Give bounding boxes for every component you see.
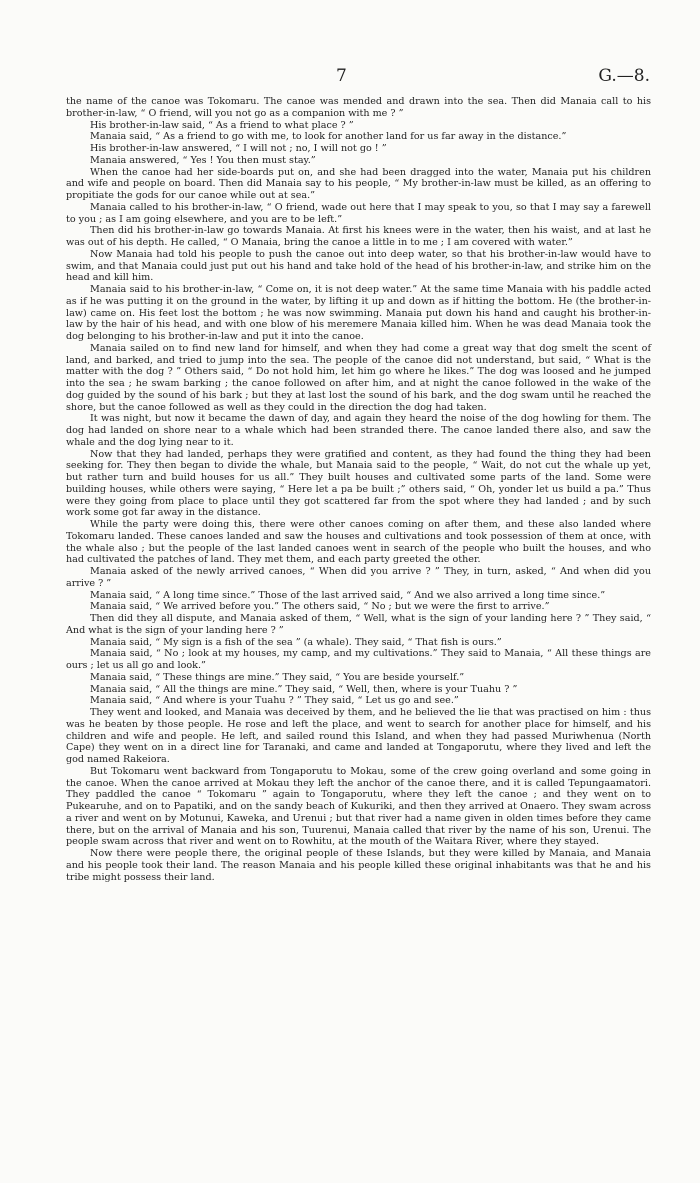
paragraph: Manaia said, “ And where is your Tuahu ? ” They said, “ Let us go and see.”	[90, 695, 459, 707]
paragraph: They went and looked, and Manaia was deceived by them, and he believed the lie that was practised on him : thus was he beaten by those people. He rose and left the place, and went to search for another place for himself, and his children and wife and people. He left, and sailed round this Island, and when they had passed Muriwhenua (North Cape) they went on in a direct line for Taranaki, and came and landed at Tongaporutu, where they lived and left the god named Rakeiora.	[66, 707, 651, 765]
paragraph: Manaia answered, “ Yes ! You then must stay.”	[90, 154, 316, 166]
paragraph: His brother-in-law said, “ As a friend to what place ? ”	[90, 119, 354, 131]
paragraph: Manaia said, “ No ; look at my houses, my camp, and my cultivations.” They said to Manaia, “ All these things are ours ; let us all go and look.”	[66, 648, 651, 671]
paragraph: His brother-in-law answered, “ I will not ; no, I will not go ! ”	[90, 143, 387, 154]
page-number: 7	[336, 66, 347, 86]
paragraph: Manaia called to his brother-in-law, “ O friend, wade out here that I may speak to you, so that I may say a farewell to you ; as I am going elsewhere, and you are to be left.”	[66, 201, 651, 225]
paragraph: Manaia said, “ All the things are mine.” They said, “ Well, then, where is your Tuahu ? ”	[90, 683, 518, 695]
paragraph: Now that they had landed, perhaps they were gratified and content, as they had found the thing they had been seeking for. They then began to divide the whale, but Manaia said to the people, “ Wait, do not cut the whale up yet, but rather turn and build houses for us all.” They built houses and cultivated some parts of the land. Some were building houses, while others were saying, “ Here let a pa be built ;” others said, “ Oh, yonder let us build a pa.” Thus were they going from place to place until they got scattered far from the spot where they had landed ; and by such work some got far away in the distance.	[66, 448, 651, 519]
paragraph: When the canoe had her side-boards put on, and she had been dragged into the water, Manaia put his children and wife and people on board. Then did Manaia say to his people, “ My brother-in-law must be killed, as an offering to propitiate the gods for our canoe while out at sea.”	[66, 166, 651, 201]
paragraph: It was night, but now it became the dawn of day, and again they heard the noise of the dog howling for them. The dog had landed on shore near to a whale which had been stranded there. The canoe landed there also, and saw the whale and the dog lying near to it.	[66, 413, 651, 448]
paragraph: Manaia asked of the newly arrived canoes, “ When did you arrive ? ” They, in turn, asked, “ And when did you arrive ? ”	[66, 566, 651, 589]
paragraph: Manaia said, “ As a friend to go with me, to look for another land for us far away in the distance.”	[90, 131, 567, 143]
paragraph: Then did his brother-in-law go towards Manaia. At first his knees were in the water, then his waist, and at last he was out of his depth. He called, “ O Manaia, bring the canoe a little in to me ; I am covered with water.”	[66, 225, 651, 248]
paragraph: the name of the canoe was Tokomaru. The canoe was mended and drawn into the sea. Then did Manaia call to his brother-in-law, “ O friend, will you not go as a companion with me ? ”	[66, 96, 651, 119]
paragraph: Manaia said, “ We arrived before you.” The others said, “ No ; but we were the first to arrive.”	[90, 601, 550, 613]
paragraph: Manaia said, “ These things are mine.” They said, “ You are beside yourself.”	[90, 671, 465, 683]
paragraph: Now there were people there, the original people of these Islands, but they were killed by Manaia, and Manaia and his people took their land. The reason Manaia and his people killed these original inhabitants was that he and his tribe might possess their land.	[66, 848, 651, 883]
paragraph: Manaia sailed on to find new land for himself, and when they had come a great way that dog smelt the scent of land, and barked, and tried to jump into the sea. The people of the canoe did not understand, but said, “ What is the matter with the dog ? ” Others said, “ Do not hold him, let him go where he likes.” The dog was loosed and he jumped into the sea ; he swam barking ; the canoe followed on after him, and at night the canoe followed in the wake of the dog guided by the sound of his bark ; but they at last lost the sound of his bark, and the dog swam until he reached the shore, but the canoe followed as well as they could in the direction the dog had taken.	[66, 342, 651, 413]
paragraph: Then did they all dispute, and Manaia asked of them, “ Well, what is the sign of your landing here ? ” They said, “ And what is the sign of your landing here ? ”	[66, 613, 651, 636]
paragraph: Manaia said, “ A long time since.” Those of the last arrived said, “ And we also arrived a long time since.”	[90, 589, 606, 601]
paragraph: While the party were doing this, there were other canoes coming on after them, and these also landed where Tokomaru landed. These canoes landed and saw the houses and cultivations and took possession of them at once, with the whale also ; but the people of the last landed canoes went in search of the people who built the houses, and who had cultivated the patches of land. They met them, and each party greeted the other.	[66, 519, 651, 566]
page-header	[0, 66, 700, 88]
body-text	[66, 96, 651, 883]
document-code: G.—8.	[598, 66, 650, 86]
paragraph: Manaia said to his brother-in-law, “ Come on, it is not deep water.” At the same time Manaia with his paddle acted as if he was putting it on the ground in the water, by lifting it up and down as if hitting the bottom. He (the brother-in-law) came on. His feet lost the bottom ; he was now swimming. Manaia put down his hand and caught his brother-in-law by the hair of his head, and with one blow of his meremere Manaia killed him. When he was dead Manaia took the dog belonging to his brother-in-law and put it into the canoe.	[66, 284, 651, 342]
paragraph: But Tokomaru went backward from Tongaporutu to Mokau, some of the crew going overland and some going in the canoe. When the canoe arrived at Mokau they left the anchor of the canoe there, and it is called Tepungaamatori. They paddled the canoe “ Tokomaru ” again to Tongaporutu, where they left the canoe ; and they went on to Pukearuhe, and on to Papatiki, and on the sandy beach of Kukuriki, and then they arrived at Onaero. They swam across a river and went on by Motunui, Kaweka, and Urenui ; but that river had a name given in olden times before they came there, but on the arrival of Manaia and his son, Tuurenui, Manaia called that river by the name of his son, Urenui. The people swam across that river and went on to Rowhitu, at the mouth of the Waitara River, where they stayed.	[66, 765, 651, 848]
paragraph: Now Manaia had told his people to push the canoe out into deep water, so that his brother-in-law would have to swim, and that Manaia could just put out his hand and take hold of the head of his brother-in-law, and strike him on the head and kill him.	[66, 248, 651, 284]
paragraph: Manaia said, “ My sign is a fish of the sea ” (a whale). They said, “ That fish is ours.”	[90, 636, 502, 648]
